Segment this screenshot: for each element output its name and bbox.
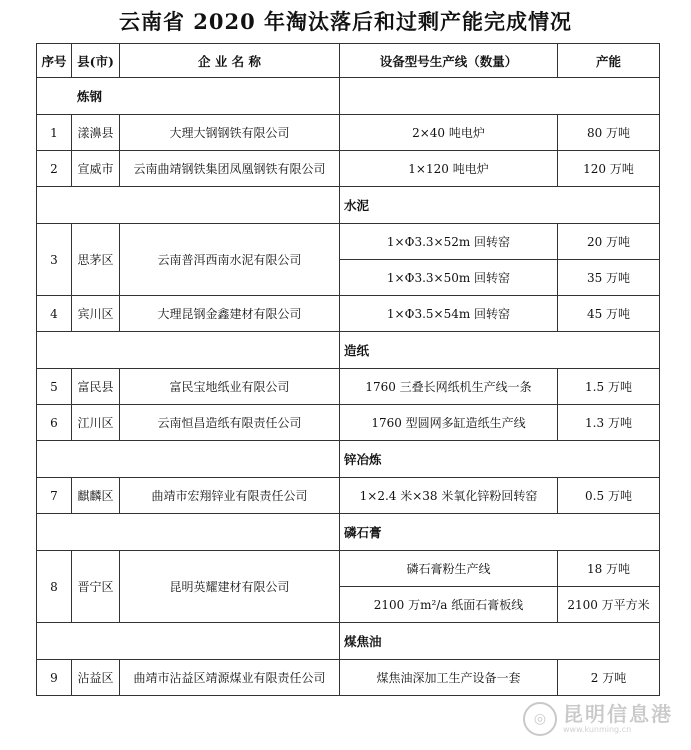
category-spacer bbox=[340, 78, 660, 115]
category-label: 锌冶炼 bbox=[340, 441, 660, 478]
category-row-gypsum bbox=[37, 514, 660, 551]
cell-equipment: 1760 型圆网多缸造纸生产线 bbox=[340, 405, 558, 441]
category-row-steel bbox=[37, 78, 660, 115]
cell-county: 宾川区 bbox=[72, 296, 120, 332]
cell-county: 思茅区 bbox=[72, 224, 120, 296]
cell-company: 云南曲靖钢铁集团凤凰钢铁有限公司 bbox=[120, 151, 340, 187]
cell-capacity: 80 万吨 bbox=[558, 115, 660, 151]
cell-equipment: 1×2.4 米×38 米氧化锌粉回转窑 bbox=[340, 478, 558, 514]
cell-equipment: 2×40 吨电炉 bbox=[340, 115, 558, 151]
cell-capacity: 1.5 万吨 bbox=[558, 369, 660, 405]
cell-company: 曲靖市宏翔锌业有限责任公司 bbox=[120, 478, 340, 514]
table-row bbox=[37, 224, 660, 260]
cell-county: 晋宁区 bbox=[72, 551, 120, 623]
cell-capacity: 45 万吨 bbox=[558, 296, 660, 332]
cell-capacity: 1.3 万吨 bbox=[558, 405, 660, 441]
cell-equipment: 2100 万m²/a 纸面石膏板线 bbox=[340, 587, 558, 623]
category-label: 磷石膏 bbox=[340, 514, 660, 551]
category-label: 煤焦油 bbox=[340, 623, 660, 660]
cell-equipment: 1×120 吨电炉 bbox=[340, 151, 558, 187]
cell-company: 云南恒昌造纸有限责任公司 bbox=[120, 405, 340, 441]
cell-equipment: 煤焦油深加工生产设备一套 bbox=[340, 660, 558, 696]
cell-company: 富民宝地纸业有限公司 bbox=[120, 369, 340, 405]
cell-seq: 3 bbox=[37, 224, 72, 296]
cell-county: 沾益区 bbox=[72, 660, 120, 696]
category-row-paper bbox=[37, 332, 660, 369]
category-spacer bbox=[37, 332, 340, 369]
cell-company: 大理大钢钢铁有限公司 bbox=[120, 115, 340, 151]
category-spacer bbox=[37, 441, 340, 478]
cell-county: 富民县 bbox=[72, 369, 120, 405]
category-label: 造纸 bbox=[340, 332, 660, 369]
cell-capacity: 20 万吨 bbox=[558, 224, 660, 260]
watermark bbox=[523, 702, 673, 736]
watermark-logo-icon: ◎ bbox=[523, 702, 557, 736]
table-row bbox=[37, 660, 660, 696]
cell-company: 昆明英耀建材有限公司 bbox=[120, 551, 340, 623]
table-row bbox=[37, 151, 660, 187]
cell-county: 麒麟区 bbox=[72, 478, 120, 514]
table-row bbox=[37, 296, 660, 332]
header-company: 企 业 名 称 bbox=[120, 44, 340, 78]
capacity-table bbox=[36, 43, 660, 696]
cell-capacity: 2100 万平方米 bbox=[558, 587, 660, 623]
cell-company: 曲靖市沾益区靖源煤业有限责任公司 bbox=[120, 660, 340, 696]
cell-seq: 5 bbox=[37, 369, 72, 405]
table-row bbox=[37, 551, 660, 587]
cell-company: 大理昆钢金鑫建材有限公司 bbox=[120, 296, 340, 332]
table-row bbox=[37, 405, 660, 441]
category-spacer bbox=[37, 514, 340, 551]
cell-county: 漾濞县 bbox=[72, 115, 120, 151]
cell-capacity: 2 万吨 bbox=[558, 660, 660, 696]
header-county: 县(市) bbox=[72, 44, 120, 78]
cell-seq: 6 bbox=[37, 405, 72, 441]
cell-seq: 4 bbox=[37, 296, 72, 332]
cell-equipment: 1×Φ3.3×50m 回转窑 bbox=[340, 260, 558, 296]
table-row bbox=[37, 115, 660, 151]
cell-capacity: 35 万吨 bbox=[558, 260, 660, 296]
cell-seq: 1 bbox=[37, 115, 72, 151]
category-row-zinc bbox=[37, 441, 660, 478]
cell-equipment: 磷石膏粉生产线 bbox=[340, 551, 558, 587]
watermark-text: 昆明信息港 bbox=[563, 702, 673, 726]
cell-company: 云南普洱西南水泥有限公司 bbox=[120, 224, 340, 296]
cell-seq: 8 bbox=[37, 551, 72, 623]
category-label: 炼钢 bbox=[37, 78, 340, 115]
cell-county: 宣威市 bbox=[72, 151, 120, 187]
cell-seq: 2 bbox=[37, 151, 72, 187]
table-row bbox=[37, 478, 660, 514]
table-row bbox=[37, 369, 660, 405]
category-spacer bbox=[37, 187, 340, 224]
category-label: 水泥 bbox=[340, 187, 660, 224]
category-spacer bbox=[37, 623, 340, 660]
cell-capacity: 0.5 万吨 bbox=[558, 478, 660, 514]
watermark-url: www.kunming.cn bbox=[563, 725, 632, 734]
header-capacity: 产能 bbox=[558, 44, 660, 78]
cell-capacity: 120 万吨 bbox=[558, 151, 660, 187]
table-header-row bbox=[37, 44, 660, 78]
category-row-coaltar bbox=[37, 623, 660, 660]
cell-seq: 9 bbox=[37, 660, 72, 696]
page-title: 云南省 2020 年淘汰落后和过剩产能完成情况 bbox=[118, 9, 573, 34]
cell-equipment: 1×Φ3.3×52m 回转窑 bbox=[340, 224, 558, 260]
cell-equipment: 1×Φ3.5×54m 回转窑 bbox=[340, 296, 558, 332]
header-seq: 序号 bbox=[37, 44, 72, 78]
header-equipment: 设备型号生产线（数量） bbox=[340, 44, 558, 78]
category-row-cement bbox=[37, 187, 660, 224]
cell-capacity: 18 万吨 bbox=[558, 551, 660, 587]
cell-seq: 7 bbox=[37, 478, 72, 514]
cell-county: 江川区 bbox=[72, 405, 120, 441]
cell-equipment: 1760 三叠长网纸机生产线一条 bbox=[340, 369, 558, 405]
